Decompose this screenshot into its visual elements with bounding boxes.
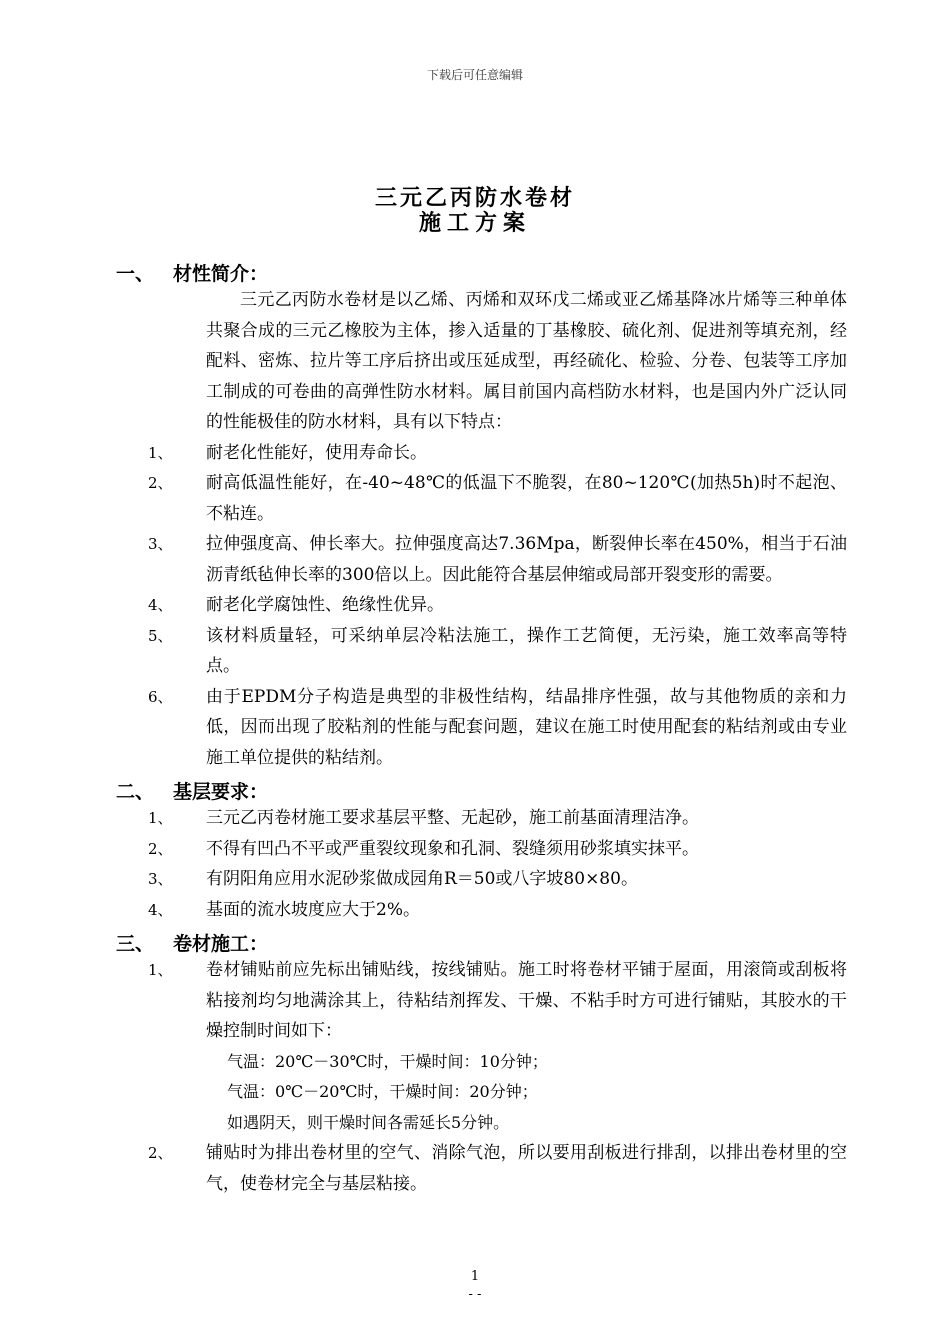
section-title: 基层要求：: [173, 781, 269, 803]
item-number: 2、: [148, 474, 173, 492]
item-text: 铺贴时为排出卷材里的空气、消除气泡，所以要用刮板进行排刮，以排出卷材里的空气，使卷材完全与基层粘接。: [206, 1143, 847, 1194]
item-text: 耐老化学腐蚀性、绝缘性优异。: [206, 595, 444, 615]
section-number: 二、: [116, 781, 155, 803]
item-number: 1、: [148, 443, 173, 462]
page-footer-mark: - -: [468, 1287, 482, 1302]
item-text: 三元乙丙卷材施工要求基层平整、无起砂，施工前基面清理洁净。: [206, 808, 699, 828]
document-subtitle: 施工方案: [418, 210, 531, 236]
list-item: [148, 803, 847, 834]
list-item: [148, 834, 847, 865]
section-title: 材性简介：: [173, 263, 269, 285]
item-text: 有阴阳角应用水泥砂浆做成园角R＝50或八字坡80×80。: [206, 869, 638, 889]
list-item: [148, 621, 847, 682]
list-item: [148, 955, 847, 1047]
page-number: 1: [470, 1269, 480, 1284]
intro-paragraph: 三元乙丙防水卷材是以乙烯、丙烯和双环戊二烯或亚乙烯基降冰片烯等三种单体共聚合成的三元乙橡胶为主体，掺入适量的丁基橡胶、硫化剂、促进剂等填充剂，经配料、密炼、拉片等工序后挤出或压延成型，再经硫化、检验、分卷、包装等工序加工制成的可卷曲的高弹性防水材料。属目前国内高档防水材料，也是国内外广泛认同的性能极佳的防水材料，具有以下特点：: [206, 290, 847, 432]
item-text: 不得有凹凸不平或严重裂纹现象和孔洞、裂缝须用砂浆填实抹平。: [206, 838, 699, 859]
drying-time-line: 如遇阴天，则干燥时间各需延长5分钟。: [227, 1112, 510, 1132]
section-heading: [0, 925, 950, 955]
item-number: 1、: [148, 961, 173, 979]
item-number: 6、: [148, 687, 173, 706]
list-item: [148, 438, 847, 469]
drying-time-line: 气温：0℃－20℃时，干燥时间：20分钟；: [227, 1082, 538, 1101]
item-text: 由于EPDM分子构造是典型的非极性结构，结晶排序性强，故与其他物质的亲和力低，因而出现了胶粘剂的性能与配套问题，建议在施工时使用配套的粘结剂或由专业施工单位提供的粘结剂。: [206, 686, 847, 768]
item-number: 4、: [148, 596, 173, 614]
document-title: 三元乙丙防水卷材: [374, 185, 575, 211]
item-text: 拉伸强度高、伸长率大。拉伸强度高达7.36Mpa，断裂伸长率在450%，相当于石油沥青纸毡伸长率的300倍以上。因此能符合基层伸缩或局部开裂变形的需要。: [206, 534, 847, 585]
section-number: 三、: [116, 933, 155, 955]
item-number: 1、: [148, 809, 173, 827]
document-body: [0, 255, 950, 1199]
item-number: 3、: [148, 870, 173, 888]
list-item: [148, 1138, 847, 1199]
list-item: [148, 895, 847, 926]
item-text: 该材料质量轻，可采纳单层冷粘法施工，操作工艺简便，无污染，施工效率高等特点。: [206, 625, 847, 676]
item-text: 耐高低温性能好，在-40~48℃的低温下不脆裂，在80~120℃(加热5h)时不起泡、不粘连。: [206, 473, 847, 524]
section-heading: [0, 773, 950, 803]
list-item: [148, 864, 847, 895]
item-number: 3、: [148, 535, 173, 553]
item-number: 5、: [148, 626, 173, 645]
item-text: 卷材铺贴前应先标出铺贴线，按线铺贴。施工时将卷材平铺于屋面，用滚筒或刮板将粘接剂均匀地满涂其上，待粘结剂挥发、干燥、不粘手时方可进行铺贴，其胶水的干燥控制时间如下：: [206, 960, 847, 1041]
item-number: 2、: [148, 1144, 173, 1162]
item-number: 4、: [148, 900, 173, 919]
section-number: 一、: [116, 263, 155, 285]
item-text: 耐老化性能好，使用寿命长。: [206, 442, 427, 463]
list-item: [148, 590, 847, 621]
list-item: [148, 529, 847, 590]
drying-time-line: 气温：20℃－30℃时，干燥时间：10分钟；: [227, 1051, 548, 1071]
list-item: [148, 682, 847, 774]
header-note: 下载后可任意编辑: [426, 68, 523, 82]
list-item: [148, 468, 847, 529]
section-heading: [0, 255, 950, 285]
item-text: 基面的流水坡度应大于2%。: [206, 899, 420, 920]
section-title: 卷材施工：: [173, 933, 269, 955]
item-number: 2、: [148, 839, 173, 858]
